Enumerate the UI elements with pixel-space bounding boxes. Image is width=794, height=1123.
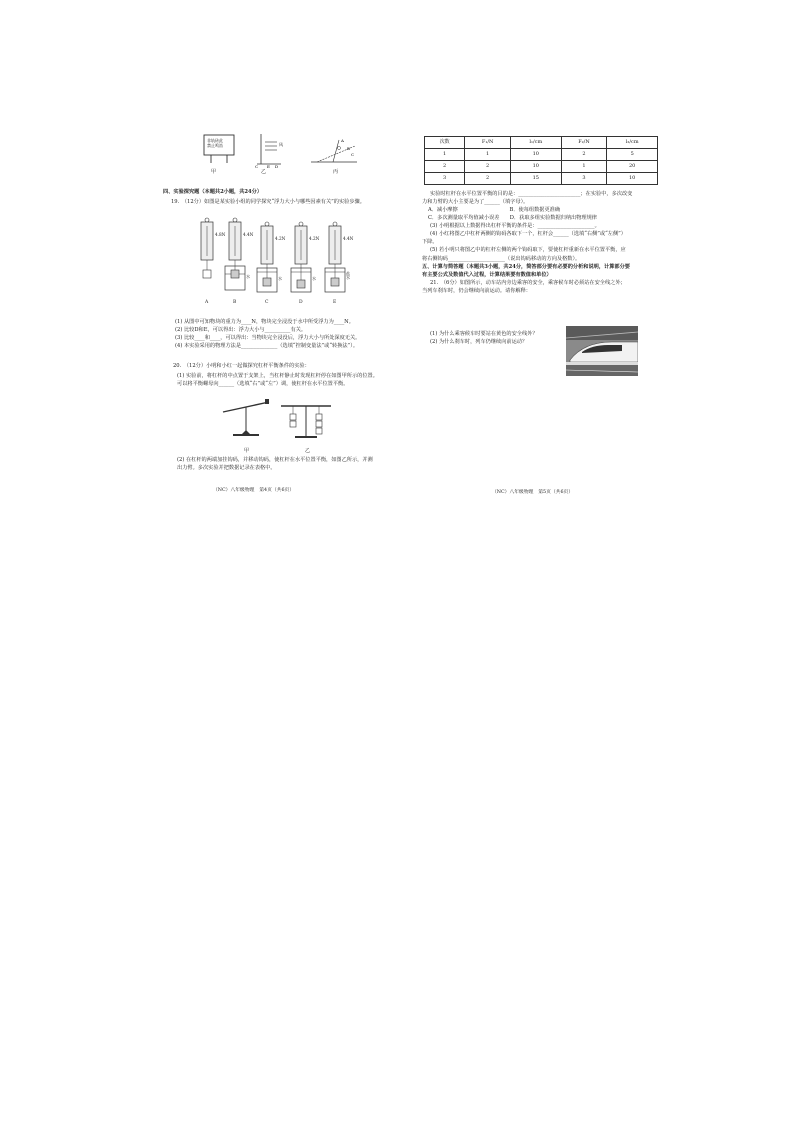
q20-p1-line-2: 可以将平衡螺母向______（选填“右”或“左”）调，使杠杆在水平位置平衡。: [177, 381, 349, 388]
sign-figure: [203, 134, 237, 164]
q20-p1-line-1: (1) 实验前，将杠杆的中点置于支架上，当杠杆静止时发现杠杆停在如图甲所示的位置。: [177, 373, 378, 379]
sign-line-2: 禁止鸣笛: [207, 143, 223, 149]
reading-b: 4.4N: [243, 232, 254, 237]
para-line-2: 力和力臂的大小主要是为了______（填字母）。: [422, 199, 529, 206]
slope-drawing: [311, 136, 361, 166]
q21-intro-cont: 当列车刹车时，仍会继续向前运动。请你解释：: [422, 287, 531, 294]
reading-a: 4.8N: [215, 232, 226, 237]
lever-data-table-wrap: [424, 136, 658, 185]
slope-figure: [311, 136, 361, 169]
table-cell: 2: [465, 161, 511, 173]
liquid-label-e: 盐水: [346, 271, 350, 281]
svg-text:D: D: [275, 164, 279, 169]
reading-e: 4.4N: [343, 236, 354, 241]
fig-caption-yi: 乙: [261, 169, 267, 175]
reading-d: 4.2N: [309, 236, 320, 241]
item-5: (5) 若小明只将图乙中的杠杆左侧的两个钩码取下，要使杠杆重新在水平位置平衡，应: [430, 247, 626, 254]
table-cell: 15: [511, 173, 562, 185]
scale-c: [257, 222, 277, 292]
lever-figure-jia: [223, 398, 283, 447]
liquid-label-b: 水: [246, 274, 250, 279]
lever-data-table: [424, 136, 658, 185]
scale-e: [325, 222, 345, 292]
section-5-title: 五、计算与简答题（本题共3小题，共24分，简答部分要有必要的分析和说明，计算部分要: [422, 263, 630, 270]
q20-part1: [177, 372, 378, 388]
table-cell: 5: [607, 149, 658, 161]
q19-item-3: (3) 比较____和____，可以得出：当物块完全浸没后，浮力大小与所处深度无关。: [175, 335, 361, 342]
q20-part2: [177, 456, 373, 472]
table-cell: 1: [561, 161, 607, 173]
svg-text:C: C: [351, 152, 355, 157]
svg-text:风: 风: [279, 142, 283, 147]
right-body-text: [422, 190, 658, 295]
q19-item-2: (2) 比较D和E，可以得出：浮力大小与__________有关。: [175, 327, 307, 334]
table-row: [425, 173, 658, 185]
table-header-cell: l₂/cm: [607, 137, 658, 149]
train-photo: [566, 326, 638, 376]
scale-b: [225, 218, 245, 290]
wind-figure: [255, 134, 295, 171]
table-header-cell: 次数: [425, 137, 465, 149]
fig-caption-jia: 甲: [211, 169, 217, 175]
table-header-row: [425, 137, 658, 149]
letter-e: E: [333, 300, 337, 305]
table-cell: 10: [607, 173, 658, 185]
spring-scales-drawing: [197, 218, 397, 298]
wind-drawing: [255, 134, 295, 168]
q21-item-1: (1) 为什么乘客候车时要站在黄色的安全线外？: [430, 331, 538, 337]
svg-text:E: E: [267, 164, 270, 169]
svg-text:A: A: [341, 138, 344, 143]
table-cell: 2: [465, 173, 511, 185]
lever-yi-drawing: [281, 396, 341, 446]
liquid-label-d: 水: [312, 276, 316, 281]
q21-intro: 21. （6分）如图所示，动车站内旁边乘客的安全，乘客候车时必须站在安全线之外；: [430, 279, 626, 286]
table-cell: 10: [511, 161, 562, 173]
q19-items: [175, 318, 360, 350]
liquid-label-c: 水: [278, 276, 282, 281]
q19-item-1: (1) 从图中可知物块的重力为____N，物块完全浸没于水中所受浮力为____N。: [175, 319, 354, 325]
table-header-cell: F₁/N: [465, 137, 511, 149]
q20-p2-line-1: (2) 在杠杆的两端加挂钩码，并移动钩码，使杠杆在水平位置平衡，如图乙所示，并测: [177, 457, 373, 463]
reading-c: 4.2N: [275, 236, 286, 241]
lever-figure-yi: [281, 396, 341, 449]
q21-items: [430, 330, 538, 346]
scale-a: [201, 218, 213, 278]
q20-intro: 20. （12分）小明和小红一起做探究杠杆平衡条件的实验：: [173, 363, 310, 369]
table-cell: 3: [561, 173, 607, 185]
para-line-1: 实验时杠杆在水平位置平衡的目的是：________________________；在实验中，多次改变: [430, 191, 633, 197]
table-cell: 2: [561, 149, 607, 161]
svg-text:C: C: [255, 164, 259, 169]
svg-text:B: B: [347, 146, 350, 151]
sign-line-1: 非轨砖此: [207, 138, 223, 143]
letter-a: A: [205, 300, 209, 305]
table-row: [425, 149, 658, 161]
q19-item-4: (4) 本实验采用的物理方法是______________（选填“控制变量法”或“转换法”）。: [175, 343, 359, 350]
q20-p2-line-2: 出力臂。多次实验并把数据记录在表格中。: [177, 465, 276, 472]
lever-jia-drawing: [223, 398, 283, 444]
spring-scale-figures: [197, 218, 397, 308]
scale-d: [291, 222, 311, 292]
left-page-footer: （NC）八年级物理 第4页（共6页）: [213, 488, 295, 493]
lever-caption-jia: 甲: [244, 448, 250, 454]
train-drawing: [566, 326, 638, 376]
section-4-title: 四、实验探究题（本题共2小题，共24分）: [163, 189, 263, 195]
table-cell: 3: [425, 173, 465, 185]
q19-intro: 19. （12分）如图是某实验小组的同学探究“浮力大小与哪些因素有关”的实验步骤。: [171, 199, 365, 205]
item-4: (4) 小红将图乙中杠杆两侧的钩码各取下一个，杠杆会______（选填“右侧”或“左侧”）: [430, 231, 626, 238]
letter-b: B: [233, 300, 237, 305]
option-cd: C．多次测量取平均值减小误差 D．获取多组实验数据归纳出物理规律: [428, 215, 597, 222]
table-cell: 2: [425, 161, 465, 173]
lever-caption-yi: 乙: [305, 448, 311, 454]
q21-item-2: (2) 为什么刹车时，列车仍继续向前运动？: [430, 339, 528, 346]
table-cell: 1: [425, 149, 465, 161]
table-cell: 1: [465, 149, 511, 161]
table-header-cell: l₁/cm: [511, 137, 562, 149]
letter-d: D: [299, 300, 303, 305]
fig-caption-bing: 丙: [333, 169, 339, 175]
table-cell: 20: [607, 161, 658, 173]
table-header-cell: F₂/N: [561, 137, 607, 149]
section-5-title-cont: 有主要公式及数值代入过程，计算结果要有数值和单位）: [422, 271, 552, 278]
item-4-cont: 下降。: [422, 239, 438, 246]
right-page-footer: （NC）八年级物理 第5页（共6页）: [492, 490, 574, 495]
table-row: [425, 161, 658, 173]
letter-c: C: [265, 300, 269, 305]
item-3: (3) 小明根据以上数据得出杠杆平衡的条件是：______________________。: [430, 223, 600, 230]
table-cell: 10: [511, 149, 562, 161]
option-ab: A．减小摩擦 B．使每组数据更准确: [428, 207, 561, 214]
item-5-cont: 将右侧钩码______________________（说出钩码移动的方向及格数）。: [422, 255, 581, 262]
